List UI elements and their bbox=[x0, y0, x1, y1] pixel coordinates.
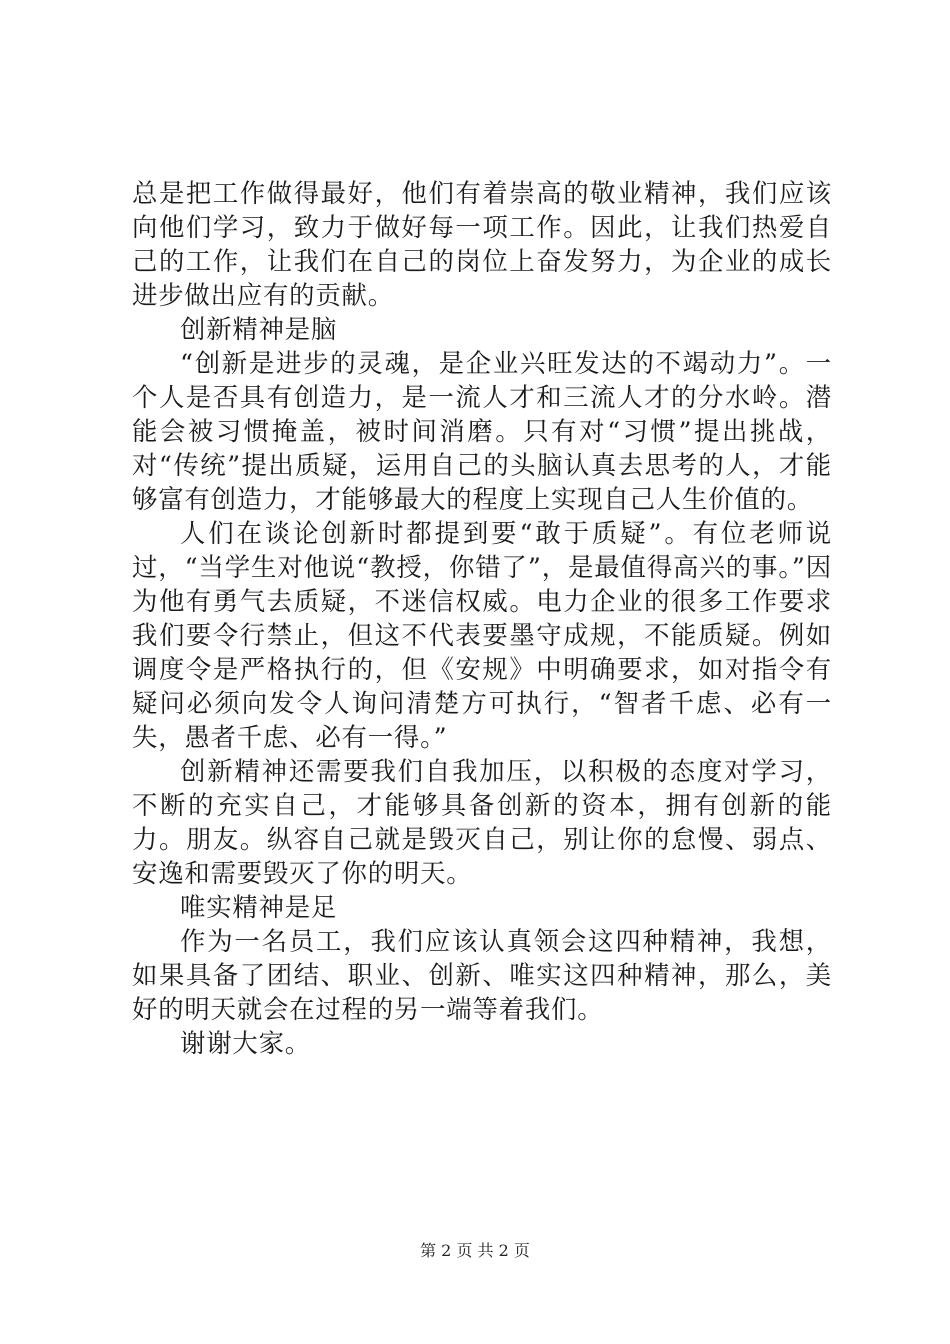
section-heading-innovation: 创新精神是脑 bbox=[180, 314, 338, 344]
paragraph-conclusion: 作为一名员工，我们应该认真领会这四种精神，我想，如果具备了团结、职业、创新、唯实这四种精神，那么，美好的明天就会在过程的另一端等着我们。 bbox=[132, 926, 832, 1024]
paragraph-thanks: 谢谢大家。 bbox=[180, 1028, 311, 1058]
paragraph-self-pressure: 创新精神还需要我们自我加压，以积极的态度对学习，不断的充实自己，才能够具备创新的资本，拥有创新的能力。朋友。纵容自己就是毁灭自己，别让你的怠慢、弱点、安逸和需要毁灭了你的明天。 bbox=[132, 756, 832, 888]
paragraph-innovation-quote: “创新是进步的灵魂，是企业兴旺发达的不竭动力”。一个人是否具有创造力，是一流人才和三流人才的分水岭。潜能会被习惯掩盖，被时间消磨。只有对“习惯”提出挑战，对“传统”提出质疑，运用自己的头脑认真去思考的人，才能够富有创造力，才能够最大的程度上实现自己人生价值的。 bbox=[132, 348, 832, 514]
paragraph-questioning: 人们在谈论创新时都提到要“敢于质疑”。有位老师说过，“当学生对他说“教授，你错了”，是最值得高兴的事。”因为他有勇气去质疑，不迷信权威。电力企业的很多工作要求我们要令行禁止，但这不代表要墨守成规，不能质疑。例如调度令是严格执行的，但《安规》中明确要求，如对指令有疑问必须向发令人询问清楚方可执行，“智者千虑、必有一失，愚者千虑、必有一得。” bbox=[132, 518, 832, 752]
page-footer: 第 2 页 共 2 页 bbox=[420, 1241, 530, 1260]
paragraph-continuation: 总是把工作做得最好，他们有着崇高的敬业精神，我们应该向他们学习，致力于做好每一项工作。因此，让我们热爱自己的工作，让我们在自己的岗位上奋发努力，为企业的成长进步做出应有的贡献。 bbox=[132, 178, 832, 310]
document-body bbox=[132, 176, 832, 1060]
section-heading-pragmatism: 唯实精神是足 bbox=[180, 892, 338, 922]
